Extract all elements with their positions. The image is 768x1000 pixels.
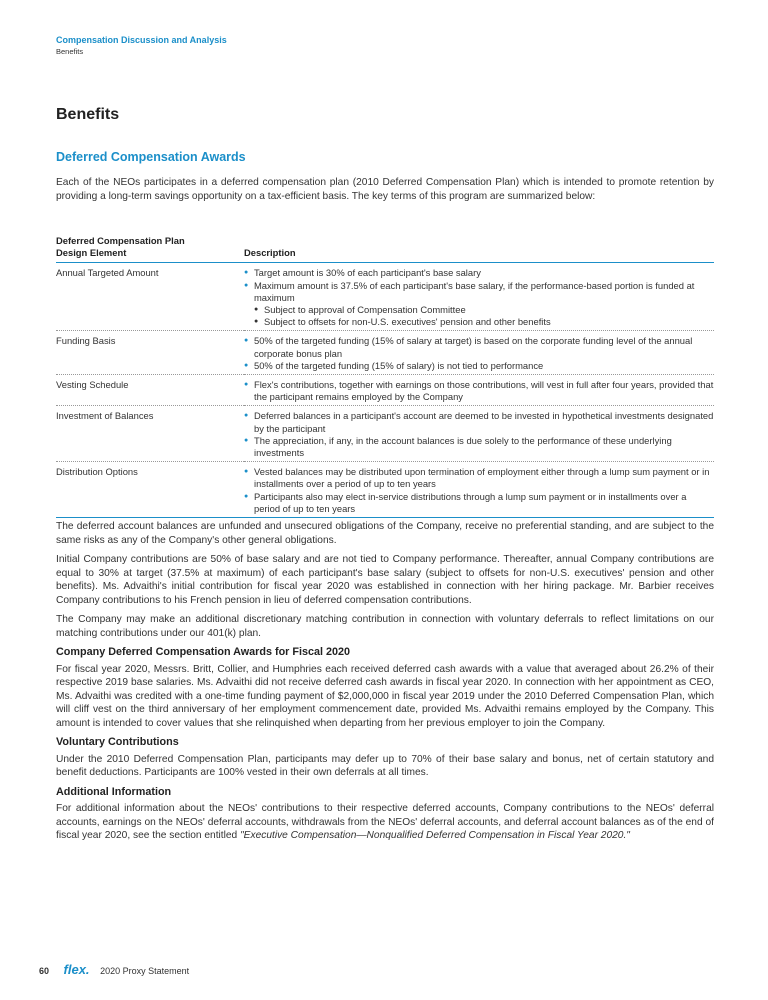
bullet-item: ● 50% of the targeted funding (15% of salary at target) is based on the corporate funding level of the annual corporate bonus plan xyxy=(244,335,714,359)
bullet-item-text: Maximum amount is 37.5% of each participant's base salary, if the performance-based portion is funded at maximum xyxy=(254,279,695,303)
table-row xyxy=(56,375,714,406)
sub-bullet-item: ● Subject to offsets for non-U.S. executives' pension and other benefits xyxy=(254,316,714,328)
plan-terms-table xyxy=(56,235,714,518)
design-element-cell: Annual Targeted Amount xyxy=(56,263,244,331)
table-row xyxy=(56,331,714,375)
document-title: 2020 Proxy Statement xyxy=(100,966,190,976)
running-header-subsection: Benefits xyxy=(56,47,84,56)
bullet-item: ● Participants also may elect in-service distributions through a lump sum payment or in installments over a period of up to ten years xyxy=(244,491,714,515)
additional-information-heading: Additional Information xyxy=(56,785,172,798)
description-cell xyxy=(244,406,714,462)
additional-information-text: For additional information about the NEOs' contributions to their respective deferred accounts, Company contributions to the NEOs' deferral accounts, earnings on the NEOs' deferral accounts, withdrawals from the NEOs' deferral accounts, and deferral account balances as of the end of fiscal year 2020, see the section entitled xyxy=(56,803,714,841)
unfunded-obligations-paragraph: The deferred account balances are unfunded and unsecured obligations of the Company, receive no preferential standing, and are subject to the same risks as any of the Company's other general obligations. xyxy=(56,521,714,546)
design-element-cell: Funding Basis xyxy=(56,331,244,375)
bullet-item xyxy=(244,280,714,329)
bullet-list xyxy=(244,466,714,515)
bullet-list xyxy=(244,379,714,403)
design-element-cell: Distribution Options xyxy=(56,462,244,518)
deferred-compensation-heading: Deferred Compensation Awards xyxy=(56,150,246,164)
matching-contribution-paragraph: The Company may make an additional discretionary matching contribution in connection with voluntary deferrals to reflect limitations on our matching contributions under our 401(k) plan. xyxy=(56,614,714,639)
design-element-cell: Investment of Balances xyxy=(56,406,244,462)
bullet-item: ● The appreciation, if any, in the account balances is due solely to the performance of these underlying investments xyxy=(244,435,714,459)
page-title: Benefits xyxy=(56,106,120,123)
design-element-header-line2: Design Element xyxy=(56,247,127,259)
description-cell xyxy=(244,331,714,375)
description-header: Description xyxy=(244,235,714,263)
running-header-section: Compensation Discussion and Analysis xyxy=(56,35,227,45)
description-cell xyxy=(244,462,714,518)
table-row xyxy=(56,406,714,462)
bullet-item: ● Deferred balances in a participant's account are deemed to be invested in hypothetical investments designated by the participant xyxy=(244,410,714,434)
table-row xyxy=(56,263,714,331)
table-header-row xyxy=(56,235,714,263)
description-cell xyxy=(244,375,714,406)
bullet-item: ● Flex's contributions, together with earnings on those contributions, will vest in full after four years, provided that the participant remains employed by the Company xyxy=(244,379,714,403)
description-cell xyxy=(244,263,714,331)
post-table-content xyxy=(56,520,714,849)
fy2020-awards-heading: Company Deferred Compensation Awards for Fiscal 2020 xyxy=(56,646,351,658)
design-element-header xyxy=(56,235,244,263)
bullet-list xyxy=(244,410,714,459)
bullet-item: ● Target amount is 30% of each participant's base salary xyxy=(244,267,714,279)
page-footer xyxy=(39,962,189,977)
table-row xyxy=(56,462,714,518)
initial-contributions-paragraph: Initial Company contributions are 50% of base salary and are not tied to Company performance. Thereafter, annual Company contributions are equal to 30% at target (37.5% at maximum) of each participant's base salary (subject to offsets for non-U.S. executives' pension and other benefits). Ms. Advaithi's initial contribution for fiscal year 2020 was established in connection with her hiring package. Mr. Barbier receives Company contributions to his French pension in lieu of deferred compensation contributions. xyxy=(56,554,714,606)
page-number: 60 xyxy=(39,966,50,976)
bullet-item: ● Vested balances may be distributed upon termination of employment either through a lump sum payment or in installments over a period of up to ten years xyxy=(244,466,714,490)
flex-logo: flex. xyxy=(63,962,90,977)
deferred-intro-paragraph: Each of the NEOs participates in a deferred compensation plan (2010 Deferred Compensation Plan) which is intended to promote retention by providing a long-term savings opportunity on a tax-efficient basis. The key terms of this program are summarized below: xyxy=(56,177,714,202)
bullet-list xyxy=(244,335,714,372)
additional-information-paragraph xyxy=(56,802,714,843)
sub-bullet-item: ● Subject to approval of Compensation Committee xyxy=(254,304,714,316)
fy2020-awards-paragraph: For fiscal year 2020, Messrs. Britt, Collier, and Humphries each received deferred cash awards with a value that averaged about 26.2% of their respective 2019 base salaries. Ms. Advaithi did not receive deferred cash awards in fiscal year 2020. In connection with her appointment as CEO, Ms. Advaithi was credited with a one-time funding payment of $2,000,000 in fiscal year 2019 under the 2010 Deferred Compensation Plan, which will cliff vest on the third anniversary of her employment commencement date, provided Ms. Advaithi remains employed by the Company. This amount is intended to cover values that she relinquished when departing from her previous employer to join the Company. xyxy=(56,663,714,729)
sub-bullet-list xyxy=(254,304,714,328)
design-element-header-line1: Deferred Compensation Plan xyxy=(56,235,185,246)
voluntary-contributions-paragraph: Under the 2010 Deferred Compensation Plan, participants may defer up to 70% of their base salary and bonus, net of certain statutory and benefit deductions. Participants are 100% vested in their own deferrals at all times. xyxy=(56,753,714,778)
design-element-cell: Vesting Schedule xyxy=(56,375,244,406)
bullet-item: ● 50% of the targeted funding (15% of salary) is not tied to performance xyxy=(244,360,714,372)
section-reference-link[interactable]: "Executive Compensation—Nonqualified Deferred Compensation in Fiscal Year 2020." xyxy=(240,830,630,841)
voluntary-contributions-heading: Voluntary Contributions xyxy=(56,736,179,748)
bullet-list xyxy=(244,267,714,328)
